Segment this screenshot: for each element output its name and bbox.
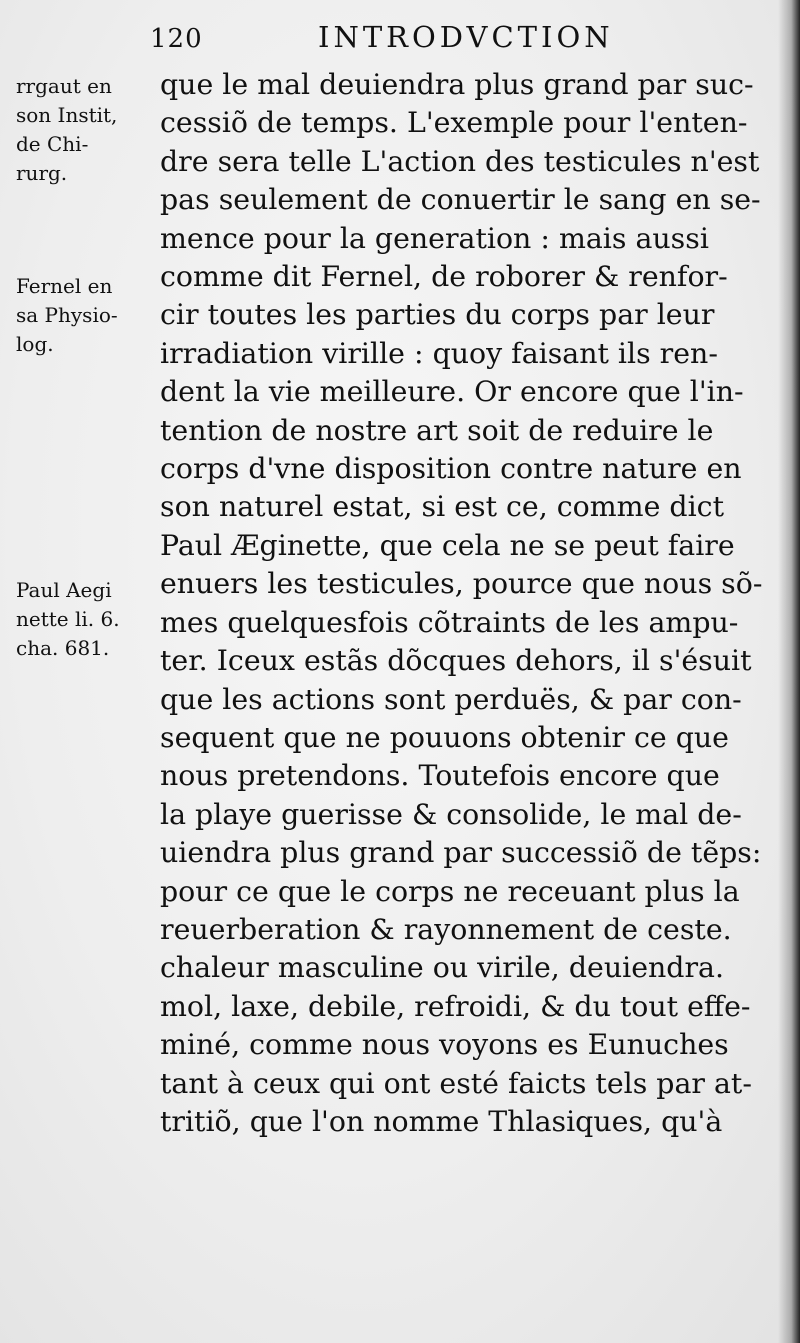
page-number: 120 — [150, 24, 203, 54]
body-line: mol, laxe, debile, refroidi, & du tout effe- — [160, 989, 751, 1023]
body-line: corps d'vne disposition contre nature en — [160, 452, 742, 486]
running-title: INTRODVCTION — [318, 20, 614, 54]
body-line: pour ce que le corps ne receuant plus la — [160, 874, 740, 908]
margin-note-line: Paul Aegi — [16, 578, 112, 602]
margin-notes — [16, 72, 156, 1302]
body-line: mence pour la generation : mais aussi — [160, 221, 709, 255]
body-line: dre sera telle L'action des testicules n'est — [160, 144, 760, 178]
body-text — [160, 66, 763, 1141]
margin-note-line: de Chi- — [16, 132, 89, 156]
margin-note-line: sa Physio- — [16, 303, 118, 327]
body-line: Paul Æginette, que cela ne se peut faire — [160, 528, 735, 562]
page-edge-shadow — [778, 0, 800, 1343]
body-line: uiendra plus grand par successiõ de tẽps: — [160, 836, 762, 870]
body-line: tention de nostre art soit de reduire le — [160, 413, 714, 447]
body-line: chaleur masculine ou virile, deuiendra. — [160, 951, 724, 985]
margin-note-line: cha. 681. — [16, 636, 110, 660]
margin-note-line: Fernel en — [16, 274, 113, 298]
body-line: que le mal deuiendra plus grand par suc- — [160, 68, 754, 101]
body-line: que les actions sont perduës, & par con- — [160, 682, 742, 716]
margin-note-line: log. — [16, 332, 54, 356]
body-line: tant à ceux qui ont esté faicts tels par at- — [160, 1066, 752, 1100]
body-line: irradiation virille : quoy faisant ils ren- — [160, 336, 718, 370]
body-line: reuerberation & rayonnement de ceste. — [160, 912, 732, 946]
body-line: tritiõ, que l'on nomme Thlasiques, qu'à — [160, 1104, 723, 1138]
margin-note-line: rrgaut en — [16, 74, 112, 98]
margin-note-tagault — [16, 72, 156, 188]
margin-note-line: rurg. — [16, 161, 68, 185]
body-line: son naturel estat, si est ce, comme dict — [160, 490, 724, 524]
body-line: cessiõ de temps. L'exemple pour l'enten- — [160, 106, 748, 140]
margin-note-paul-aeginette — [16, 576, 156, 663]
body-line: la playe guerisse & consolide, le mal de- — [160, 797, 742, 831]
body-line: pas seulement de conuertir le sang en se- — [160, 183, 761, 217]
body-line: comme dit Fernel, de roborer & renfor- — [160, 260, 728, 294]
body-line: mes quelquesfois cõtraints de les ampu- — [160, 605, 739, 639]
body-line: cir toutes les parties du corps par leur — [160, 298, 715, 332]
body-line: nous pretendons. Toutefois encore que — [160, 759, 720, 793]
body-line: sequent que ne pouuons obtenir ce que — [160, 720, 729, 754]
body-line: dent la vie meilleure. Or encore que l'in- — [160, 375, 744, 409]
margin-note-line: nette li. 6. — [16, 607, 120, 631]
margin-note-line: son Instit, — [16, 103, 118, 127]
body-line: enuers les testicules, pource que nous sõ- — [160, 567, 763, 601]
body-line: ter. Iceux estãs dõcques dehors, il s'ésuit — [160, 644, 752, 678]
body-line: miné, comme nous voyons es Eunuches — [160, 1028, 729, 1062]
page-header — [0, 18, 800, 58]
margin-note-fernel — [16, 272, 156, 359]
